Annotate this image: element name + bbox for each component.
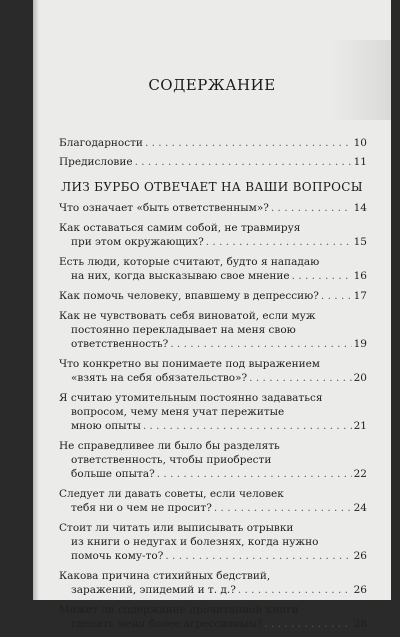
- toc-entry-line-last: [59, 235, 367, 249]
- toc-entry-text: мною опыты: [71, 420, 141, 432]
- page-number: 10: [353, 137, 367, 149]
- toc-entry-text: ответственность?: [71, 338, 169, 350]
- dot-leader: [206, 235, 352, 249]
- toc-entry-line-last: [59, 136, 367, 150]
- book-page: [33, 0, 391, 630]
- toc-entry-line: [59, 521, 367, 535]
- dot-leader: [214, 501, 352, 515]
- toc-entry-line: [59, 487, 367, 501]
- section-title: ЛИЗ БУРБО ОТВЕЧАЕТ НА ВАШИ ВОПРОСЫ: [61, 180, 363, 194]
- toc-entry: [59, 136, 367, 150]
- toc-entry-text: Как оставаться самим собой, не травмируя: [59, 222, 301, 234]
- contents-title: СОДЕРЖАНИЕ: [148, 76, 276, 94]
- page-number: 15: [353, 236, 367, 248]
- toc-entry: [59, 155, 367, 169]
- toc-entry-text: Как помочь человеку, впавшему в депрессию?: [59, 290, 319, 302]
- toc-entry: [59, 521, 367, 563]
- page-number: 11: [353, 156, 367, 168]
- page-number: 26: [353, 584, 367, 596]
- toc-entry-text: заражений, эпидемий и т. д.?: [71, 584, 236, 596]
- toc-entry-text: Я считаю утомительным постоянно задаваться: [59, 392, 323, 404]
- toc-entry: [59, 289, 367, 303]
- toc-entry: [59, 603, 367, 631]
- dot-leader: [249, 371, 351, 385]
- dot-leader: [271, 201, 352, 215]
- toc-entry-text: Следует ли давать советы, если человек: [59, 488, 284, 500]
- page-number: 14: [353, 202, 367, 214]
- page-number: 17: [353, 290, 367, 302]
- toc-entry: [59, 569, 367, 597]
- toc-entry: [59, 439, 367, 481]
- toc-entry-text: при этом окружающих?: [71, 236, 204, 248]
- toc-entry-text: ответственность, чтобы приобрести: [71, 454, 272, 466]
- toc-entry-text: вопросом, чему меня учат пережитые: [71, 406, 285, 418]
- toc-entry-line-last: [59, 583, 367, 597]
- toc-entry: [59, 391, 367, 433]
- dot-leader: [143, 419, 352, 433]
- toc-entry-text: из книги о недугах и болезнях, когда нужно: [71, 536, 319, 548]
- toc-entry-line: [59, 569, 367, 583]
- toc-entry: [59, 309, 367, 351]
- page-number: 24: [353, 502, 367, 514]
- toc-entry-text: Благодарности: [59, 137, 143, 149]
- toc-entry-line: [59, 405, 367, 419]
- dot-leader: [157, 467, 352, 481]
- dot-leader: [292, 269, 352, 283]
- toc-entry-text: больше опыта?: [71, 468, 155, 480]
- dot-leader: [135, 155, 352, 169]
- toc-entry-line: [59, 221, 367, 235]
- toc-entry: [59, 221, 367, 249]
- toc-entry-line-last: [59, 201, 367, 215]
- toc-entry-line-last: [59, 155, 367, 169]
- toc-entry-line: [59, 255, 367, 269]
- toc-entry-line: [59, 535, 367, 549]
- toc-entry-text: постоянно перекладывает на меня свою: [71, 324, 296, 336]
- toc-entry-line: [59, 357, 367, 371]
- toc-entry-line: [59, 309, 367, 323]
- toc-entry: [59, 357, 367, 385]
- dot-leader: [170, 337, 351, 351]
- page-number: 28: [353, 618, 367, 630]
- toc-entry-text: Стоит ли читать или выписывать отрывки: [59, 522, 294, 534]
- page-number: 21: [353, 420, 367, 432]
- toc-entry-text: сделать меня более агрессивным?: [71, 618, 263, 630]
- toc-entry-text: Какова причина стихийных бедствий,: [59, 570, 271, 582]
- toc-entry-line-last: [59, 419, 367, 433]
- toc-entry-line: [59, 453, 367, 467]
- dot-leader: [165, 549, 351, 563]
- toc-entry-line: [59, 323, 367, 337]
- toc-entry-line-last: [59, 617, 367, 631]
- toc-entry-text: Как не чувствовать себя виноватой, если муж: [59, 310, 316, 322]
- toc-entry-line-last: [59, 289, 367, 303]
- toc-entry-line: [59, 391, 367, 405]
- page-number: 26: [353, 550, 367, 562]
- toc-entry-text: Предисловие: [59, 156, 133, 168]
- toc-entry: [59, 487, 367, 515]
- toc-entry-text: «взять на себя обязательство»?: [71, 372, 248, 384]
- questions-list: [59, 201, 367, 637]
- dot-leader: [264, 617, 351, 631]
- page-number: 20: [353, 372, 367, 384]
- toc-entry-line-last: [59, 371, 367, 385]
- toc-entry-text: Может ли содержание прочитанной книги: [59, 604, 299, 616]
- toc-entry-text: Есть люди, которые считают, будто я нападаю: [59, 256, 320, 268]
- toc-entry-line: [59, 603, 367, 617]
- toc-entry-line-last: [59, 269, 367, 283]
- toc-entry-line-last: [59, 467, 367, 481]
- toc-entry-text: тебя ни о чем не просит?: [71, 502, 212, 514]
- toc-entry-line: [59, 439, 367, 453]
- toc-entry-line-last: [59, 549, 367, 563]
- toc-entry: [59, 201, 367, 215]
- toc-entry-line-last: [59, 337, 367, 351]
- page-number: 16: [353, 270, 367, 282]
- dot-leader: [321, 289, 352, 303]
- toc-entry-text: Что означает «быть ответственным»?: [59, 202, 269, 214]
- toc-entry-text: помочь кому-то?: [71, 550, 164, 562]
- toc-entry-text: Не справедливее ли было бы разделять: [59, 440, 280, 452]
- dot-leader: [238, 583, 352, 597]
- front-matter-list: [59, 136, 367, 174]
- toc-entry-text: на них, когда высказываю свое мнение: [71, 270, 290, 282]
- toc-entry-line-last: [59, 501, 367, 515]
- page-number: 22: [353, 468, 367, 480]
- toc-entry: [59, 255, 367, 283]
- toc-entry-text: Что конкретно вы понимаете под выражением: [59, 358, 320, 370]
- page-number: 19: [353, 338, 367, 350]
- dot-leader: [145, 136, 352, 150]
